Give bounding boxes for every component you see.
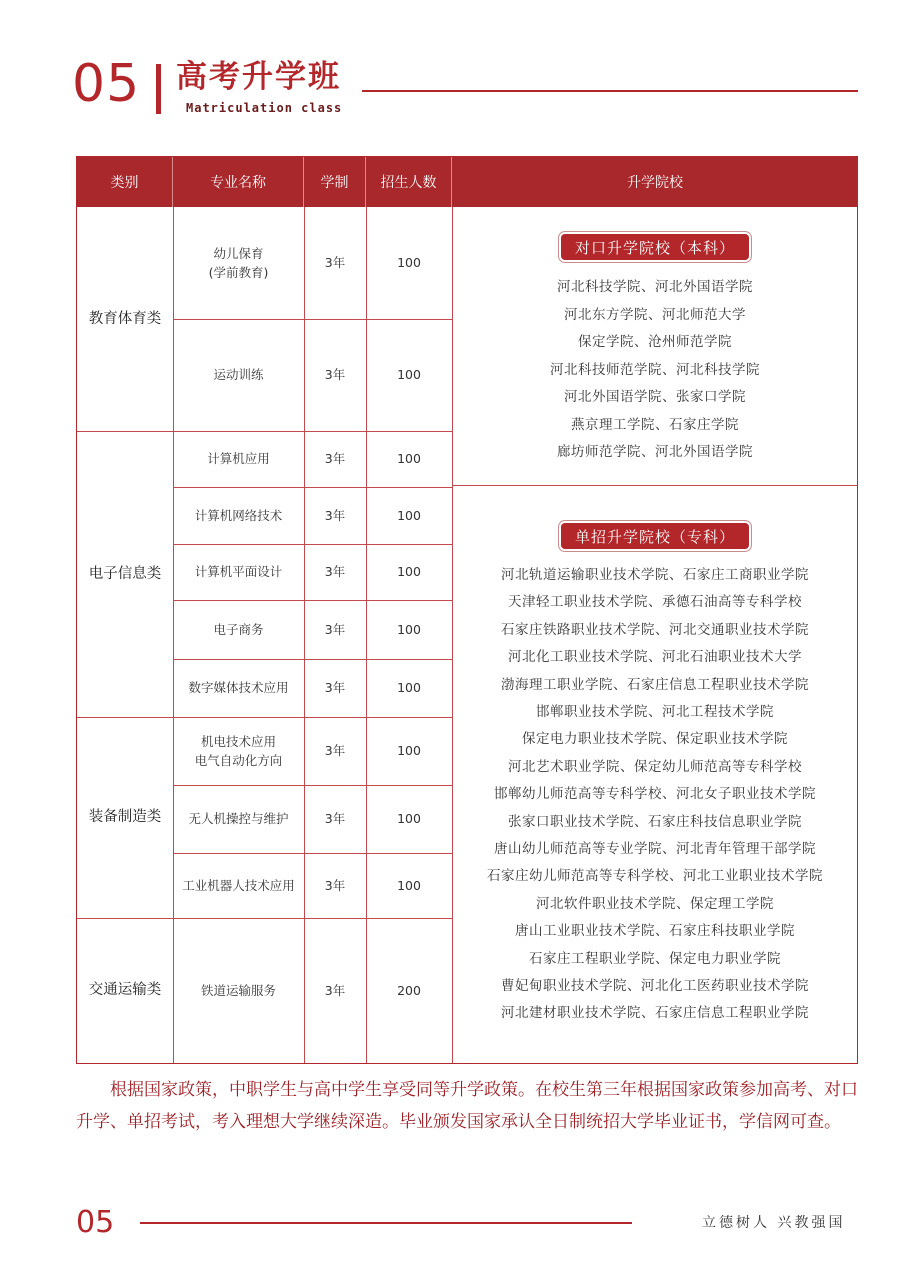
header-rule [362,90,858,92]
college-school-line: 邯郸职业技术学院、河北工程技术学院 [536,704,774,720]
college-school-line: 唐山工业职业技术学院、石家庄科技职业学院 [515,923,795,940]
college-school-line: 河北软件职业技术学院、保定理工学院 [536,895,774,912]
years-cell: 3年 [324,877,346,893]
schools-divider [452,485,858,486]
undergrad-schools-badge: 对口升学院校（本科） [561,234,749,260]
college-school-line: 石家庄铁路职业技术学院、河北交通职业技术学院 [501,621,809,638]
page-number: 05 [76,1205,115,1240]
major-cell [173,717,304,785]
category-transport: 交通运输类 [88,982,162,999]
header-category: 类别 [77,157,173,207]
college-school-line: 河北化工职业技术学院、河北石油职业技术大学 [508,649,802,666]
undergrad-school-line: 保定学院、沧州师范学院 [578,334,732,350]
major-cell: 电子商务 [213,621,264,637]
page-title: 高考升学班 [176,59,341,95]
header-schools: 升学院校 [627,175,683,191]
college-school-line: 河北轨道运输职业技术学院、石家庄工商职业学院 [501,567,809,583]
years-cell: 3年 [324,451,346,467]
major-cell: 铁道运输服务 [200,982,276,998]
count-cell: 100 [397,743,421,759]
college-school-line: 河北建材职业技术学院、石家庄信息工程职业学院 [501,1005,809,1022]
major-cell: 运动训练 [213,367,264,383]
years-cell: 3年 [324,743,346,759]
major-name: 机电技术应用 [200,733,276,749]
section-number: 05 [72,54,141,114]
college-school-line: 张家口职业技术学院、石家庄科技信息职业学院 [508,813,802,830]
count-cell: 200 [397,982,421,998]
count-cell: 100 [397,451,421,467]
count-cell: 100 [397,367,421,383]
college-school-line: 曹妃甸职业技术学院、河北化工医药职业技术学院 [501,978,809,994]
category-manufacturing: 装备制造类 [88,809,162,826]
count-cell: 100 [397,255,421,271]
count-cell: 100 [397,507,421,523]
category-education: 教育体育类 [88,310,162,327]
college-school-line: 渤海理工职业学院、石家庄信息工程职业技术学院 [501,676,809,693]
college-schools-badge: 单招升学院校（专科） [561,523,749,549]
count-cell: 100 [397,564,421,580]
major-name-note: (学前教育) [208,265,269,280]
major-cell: 数字媒体技术应用 [188,680,289,696]
college-school-line: 唐山幼儿师范高等专业学院、河北青年管理干部学院 [494,841,816,857]
header-count: 招生人数 [366,157,452,207]
years-cell: 3年 [324,680,346,696]
undergrad-school-line: 廊坊师范学院、河北外国语学院 [557,444,753,460]
undergrad-school-line: 河北科技学院、河北外国语学院 [557,279,753,295]
college-school-line: 石家庄工程职业学院、保定电力职业学院 [529,950,781,967]
years-cell: 3年 [324,621,346,637]
years-cell: 3年 [324,255,346,271]
count-cell: 100 [397,877,421,893]
years-cell: 3年 [324,564,346,580]
major-cell: 无人机操控与维护 [188,811,289,827]
undergrad-school-line: 河北科技师范学院、河北科技学院 [550,361,760,378]
college-school-line: 邯郸幼儿师范高等专科学校、河北女子职业技术学院 [494,786,816,803]
years-cell: 3年 [324,982,346,998]
table-header-row [77,157,857,207]
page-subtitle: Matriculation class [186,101,343,115]
count-cell: 100 [397,680,421,696]
college-school-line: 石家庄幼儿师范高等专科学校、河北工业职业技术学院 [487,868,823,885]
college-school-line: 河北艺术职业学院、保定幼儿师范高等专科学校 [508,758,802,775]
undergrad-school-line: 河北东方学院、河北师范大学 [564,306,746,323]
major-name: 幼儿保育 [213,245,264,261]
major-cell: 计算机平面设计 [194,564,283,580]
count-cell: 100 [397,621,421,637]
footer-rule [140,1222,632,1224]
header-divider-bar [156,64,161,114]
college-school-line: 保定电力职业技术学院、保定职业技术学院 [522,731,788,748]
footer-motto: 立德树人 兴教强国 [702,1215,846,1231]
major-cell: 计算机应用 [207,451,270,467]
years-cell: 3年 [324,811,346,827]
header-years: 学制 [304,157,366,207]
count-cell: 100 [397,811,421,827]
category-electronics: 电子信息类 [88,565,162,582]
college-school-line: 天津轻工职业技术学院、承德石油高等专科学校 [508,594,802,611]
years-cell: 3年 [324,507,346,523]
major-cell: 计算机网络技术 [194,507,283,523]
header-major: 专业名称 [173,157,304,207]
major-cell: 工业机器人技术应用 [182,877,295,893]
major-cell [173,207,304,319]
major-name-note: 电气自动化方向 [194,753,283,768]
policy-paragraph: 根据国家政策，中职学生与高中学生享受同等升学政策。在校生第三年根据国家政策参加高考、对口升学、单招考试，考入理想大学继续深造。毕业颁发国家承认全日制统招大学毕业证书，学信网可查。 [76,1080,858,1132]
undergrad-school-line: 河北外国语学院、张家口学院 [564,389,746,405]
years-cell: 3年 [324,367,346,383]
undergrad-school-line: 燕京理工学院、石家庄学院 [571,416,739,433]
